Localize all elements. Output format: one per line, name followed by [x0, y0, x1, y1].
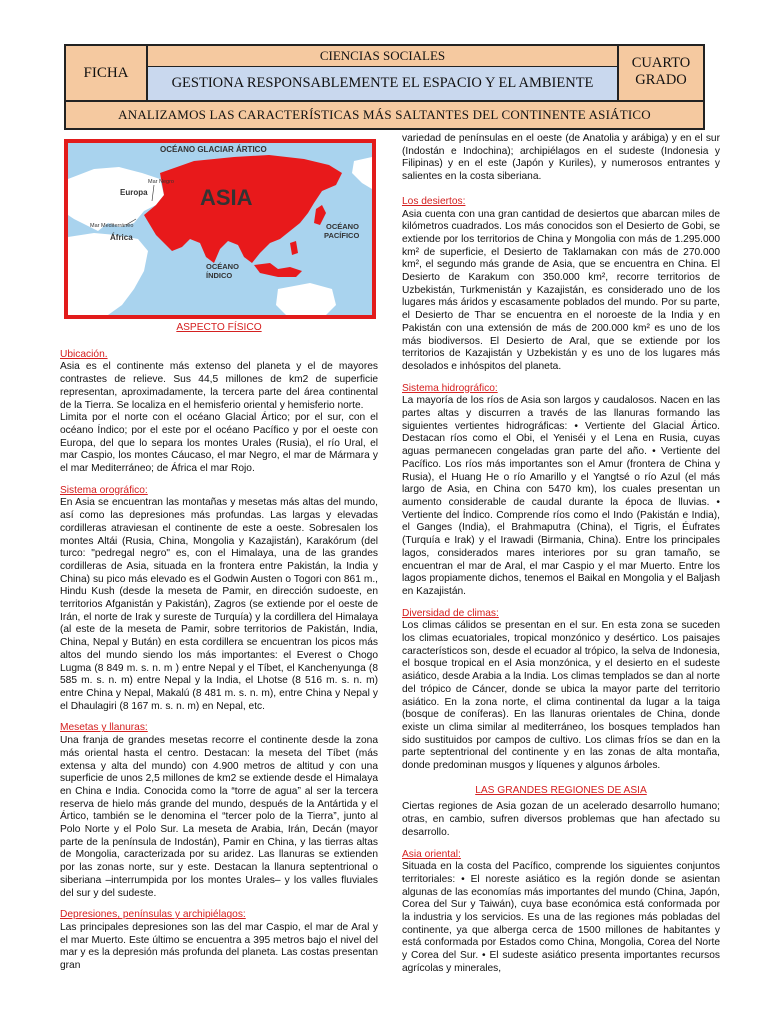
aspect-fisico-title: ASPECTO FÍSICO — [176, 322, 262, 333]
africa-label: África — [110, 233, 133, 242]
mesetas-paragraph: Una franja de grandes mesetas recorre el continente desde la zona más oriental hasta el centro. Destacan: la meseta del Tíbet (más extensa y alta del mundo) con 4.900 metros de altitud y con una superficie de unos 2,5 millones de km2 se extiende desde el Himalaya en China e India. Conocida como la “torre de agua” al ser la tercera reserva de hielo más grande del mundo, después de la Antártida y el Ártico, también se le denomina el “tercer polo de la Tierra”, junto al Polo Norte y el Polo Sur. La meseta de Arabia, Irán, Decán (mayor parte de la península de Indostán), Pamir en China, y las tierras altas de Mongolia, caracterizada por su aridez. Las llanuras se extienden por las zonas norte, sur y este. Destacan la llanura septentrional o siberiana –interrumpida por los montes Urales– y los valles fluviales del sur y del sudeste. — [60, 735, 378, 899]
asia-map — [64, 139, 376, 319]
pacific-ocean-label-1: OCÉANO — [326, 222, 359, 231]
mediterranean-label: Mar Mediterráneo — [90, 223, 134, 229]
climas-paragraph: Los climas cálidos se presentan en el sur. En esta zona se suceden los climas ecuatoriales, tropical monzónico y desértico. Los paisajes característicos son, desde el ecuador al trópico, la selva de Indonesia, el bosque tropical en el Asia monzónica, y el desierto en el sudeste asiático, desde Arabia a la India. Los climas templados se dan al norte del trópico de Cáncer, donde se ubica la mayor parte del territorio asiático. En la zona norte, el clima continental da lugar a la taiga (bosque de coníferas). En las llanuras orientales de China, donde existe un clima similar al mediterráneo, los bosques templados han sido sustituidos por campos de cultivo. Los climas fríos se dan en la parte septentrional del continente y en las zonas de alta montaña, donde predominan musgos y líquenes y algunos árboles. — [402, 620, 720, 772]
asia-oriental-heading: Asia oriental: — [402, 848, 461, 860]
desiertos-paragraph: Asia cuenta con una gran cantidad de desiertos que abarcan miles de kilómetros cuadrados. Los más conocidos son el Desierto de Gobi, se extiende por los territorios de China y Mongolia con más de 1.295.000 km² de superficie, el Desierto de Taklamakan con más de 270.000 km², el segundo más grande de Asia, que se encuentra en China. El Desierto de Karakum con 350.000 km², recorre territorios de Uzbekistán, Turkmenistán y Kazajistán, es considerado uno de los lugares más áridos y escasamente poblados del mundo. Por su parte, el Desierto de Thar se encuentra en el noroeste de la India y en Pakistán con una extensión de más de 200.000 km² es uno de los más biodiversos. El Desierto de Aral, que se extiende por los territorios de Kazajistán y Uzbekistán y es uno de los lugares más desolados e inhóspitos del planeta. — [402, 208, 720, 372]
hidrografico-paragraph: La mayoría de los ríos de Asia son largos y caudalosos. Nacen en las partes altas y discurren a través de las llanuras formando las siguientes vertientes hidrográficas: • Vertiente del Glacial Ártico. Destacan ríos como el Obi, el Yeniséi y el Lena en Rusia, cuyas aguas permanecen congeladas gran parte del año. • Vertiente del Pacífico. Los ríos más importantes son el Amur (frontera de China y Rusia), el Huang He o río Amarillo y el Yangtsé o río Azul (el más largo de Asia, en China con 5470 km), los cuales presentan un aumento considerable de caudal durante la época de lluvias. • Vertiente del Índico. Comprende ríos como el Indo (Pakistán e India), el Ganges (India), el Brahmaputra (China), el Tigris, el Éufrates (Turquía e Irak) y el Irawadi (Birmania, China). Entre los principales lagos, considerados mares interiores por su gran tamaño, se encuentran el mar de Aral, el mar Caspio y el mar Muerto. Entre los lagos propiamente dichos, tenemos el Baikal en Mongolia y el Baljash en Kazajistán. — [402, 395, 720, 597]
subject-label: CIENCIAS SOCIALES — [148, 46, 617, 67]
ubicacion-paragraph-2: Limita por el norte con el océano Glacial Ártico; por el sur, con el océano Índico; por el este por el océano Pacífico y por el oeste con Europa, del que lo separa los montes Urales (Rusia), el río Ural, el mar Caspio, los montes Cáucaso, el mar Negro, el mar de Mármara y el mar Mediterráneo; de África el mar Rojo. — [60, 412, 378, 475]
ubicacion-heading: Ubicación. — [60, 348, 108, 360]
australia-landmass — [276, 283, 336, 315]
right-column — [402, 133, 720, 976]
desiertos-heading: Los desiertos: — [402, 195, 466, 207]
ubicacion-paragraph-1: Asia es el continente más extenso del planeta y el de mayores contrastes de relieve. Sus 44,5 millones de km2 de superficie representan, aproximadamente, la tercera parte del área continental de la Tierra. Se localiza en el hemisferio oriental y hemisferio norte. — [60, 361, 378, 411]
indian-ocean-label-2: ÍNDICO — [206, 271, 233, 280]
worksheet-title: ANALIZAMOS LAS CARACTERÍSTICAS MÁS SALTANTES DEL CONTINENTE ASIÁTICO — [66, 100, 703, 128]
worksheet-header — [64, 44, 705, 130]
orografico-heading: Sistema orográfico: — [60, 484, 148, 496]
grade-label — [619, 46, 703, 100]
mesetas-heading: Mesetas y llanuras: — [60, 722, 148, 734]
grade-line-1: CUARTO — [631, 55, 691, 71]
continuation-paragraph: variedad de penínsulas en el oeste (de Anatolia y arábiga) y en el sur (Indostán e Indochina); archipiélagos en el sudeste (Indonesia y Filipinas) y en el este (Japón y Kuriles), y numerosos entrantes y salientes en la costa siberiana. — [402, 133, 720, 183]
regiones-paragraph: Ciertas regiones de Asia gozan de un acelerado desarrollo humano; otras, en cambio, sufren diversos problemas que han afectado su desarrollo. — [402, 801, 720, 838]
hidrografico-heading: Sistema hidrográfico: — [402, 382, 498, 394]
indian-ocean-label-1: OCÉANO — [206, 262, 239, 271]
climas-heading: Diversidad de climas: — [402, 607, 499, 619]
asia-map-graphic — [64, 139, 376, 319]
depresiones-heading: Depresiones, penínsulas y archipiélagos: — [60, 909, 246, 921]
competency-label: GESTIONA RESPONSABLEMENTE EL ESPACIO Y EL AMBIENTE — [148, 67, 617, 100]
asia-oriental-paragraph: Situada en la costa del Pacífico, comprende los siguientes conjuntos territoriales: • El noreste asiático es la región donde se asientan algunas de las economías más importantes del mundo (China, Japón, Corea del Sur y Taiwán), cuya base económica está conformada por la industria y los servicios. Es una de las regiones más pobladas del continente, ya que alberga cerca de 1500 millones de habitantes y está conformada por Estados como China, Mongolia, Corea del Norte y Corea del Sur. • El sudeste asiático presenta importantes recursos agrícolas y minerales, — [402, 861, 720, 974]
depresiones-paragraph: Las principales depresiones son las del mar Caspio, el mar de Aral y el mar Muerto. Este último se encuentra a 395 metros bajo el nivel del mar y es la depresión más profunda del planeta. Las costas presentan gran — [60, 921, 378, 972]
header-middle — [148, 46, 619, 100]
pacific-ocean-label-2: PACÍFICO — [324, 231, 360, 240]
europe-label: Europa — [120, 188, 148, 197]
arctic-ocean-label: OCÉANO GLACIAR ÁRTICO — [160, 145, 267, 154]
regiones-title: LAS GRANDES REGIONES DE ASIA — [475, 784, 647, 796]
asia-label: ASIA — [200, 185, 253, 210]
orografico-paragraph: En Asia se encuentran las montañas y mesetas más altas del mundo, así como las depresiones más profundas. Las largas y elevadas cordilleras atraviesan el continente de este a oeste. Sobresalen los montes Altái (Rusia, China, Mongolia y Kazajistán), Karakórum (del turco: "pedregal negro" es, con el Himalaya, una de las grandes cordilleras de Asia, situada en la frontera entre Pakistán, la India y China) su pico más elevado es el Godwin Austen o Togori con 861 m., Hindu Kush (desde la meseta de Pamir, en dirección sudoeste, en territorios Afganistán y Pakistán), Zagros (se extiende por el oeste de Irán, el norte de Irak y sureste de Turquía) y la cordillera del Himalaya (al este de la meseta de Pamir, sobre territorios de Pakistán, India, China, Nepal y Bután) en esta cordillera se encuentran los picos más altos del mundo siendo los más importantes: el Everest o Chogo Lugma (8 849 m. s. n. m ) entre Nepal y el Tíbet, el Kanchenyunga (8 585 m. s. n. m) entre Nepal y la India, el Lhotse (8 516 m. s. n. m) entre China y Nepal, Makalú (8 481 m. s. n. m), entre China y Nepal y el Dhaulagiri (8 167 m. s. n. m) en Nepal, etc. — [60, 497, 378, 712]
grade-line-2: GRADO — [635, 72, 687, 88]
black-sea-label: Mar Negro — [148, 179, 174, 185]
ficha-label: FICHA — [66, 46, 148, 100]
left-column — [60, 322, 378, 973]
